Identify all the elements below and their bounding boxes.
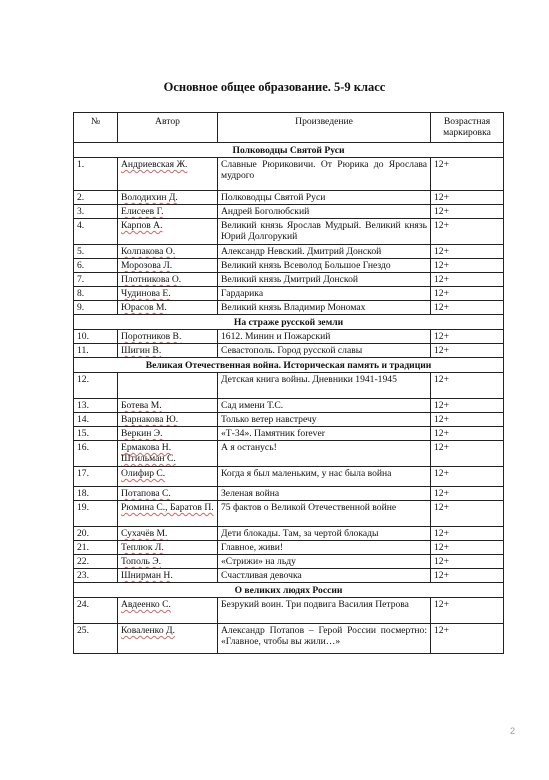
row-age-rating: 12+: [431, 624, 504, 654]
row-number: 7.: [74, 273, 118, 287]
table-row: [74, 330, 504, 344]
row-author: [118, 569, 218, 583]
row-author: [118, 301, 218, 315]
author-name: Рюмина С., Баратов П.: [121, 502, 214, 513]
author-name: Юрасов М.: [121, 302, 167, 313]
author-name: Шнирман Н.: [121, 570, 173, 581]
row-author: [118, 487, 218, 501]
row-age-rating: 12+: [431, 555, 504, 569]
section-header-row: [74, 583, 504, 598]
row-age-rating: 12+: [431, 487, 504, 501]
row-work-title: Счастливая девочка: [218, 569, 431, 583]
row-work-title: Великий князь Ярослав Мудрый. Великий князь Юрий Долгорукий: [218, 219, 431, 245]
row-author: [118, 373, 218, 399]
row-number: 10.: [74, 330, 118, 344]
row-work-title: 1612. Минин и Пожарский: [218, 330, 431, 344]
author-name: Морозова Л.: [121, 260, 173, 271]
row-work-title: Славные Рюриковичи. От Рюрика до Ярослава мудрого: [218, 158, 431, 191]
row-number: 14.: [74, 413, 118, 427]
row-work-title: Гардарика: [218, 287, 431, 301]
table-row: [74, 598, 504, 624]
row-author: [118, 598, 218, 624]
author-name: Сухачёв М.: [121, 528, 168, 539]
author-name: Олифир С.: [121, 468, 166, 479]
author-name: Авдеенко С.: [121, 599, 171, 610]
table-row: [74, 273, 504, 287]
row-work-title: Зеленая война: [218, 487, 431, 501]
header-number: №: [74, 113, 118, 143]
row-author: [118, 287, 218, 301]
row-work-title: «Т-34». Памятник forever: [218, 427, 431, 441]
author-name: Поротников В.: [121, 331, 182, 342]
row-number: 1.: [74, 158, 118, 191]
section-title: На страже русской земли: [74, 315, 504, 330]
row-age-rating: 12+: [431, 373, 504, 399]
table-row: [74, 301, 504, 315]
table-row: [74, 259, 504, 273]
author-name: Теплюк Л.: [121, 542, 164, 553]
table-row: [74, 467, 504, 487]
row-age-rating: 12+: [431, 399, 504, 413]
row-work-title: Александр Невский. Дмитрий Донской: [218, 245, 431, 259]
row-author: [118, 467, 218, 487]
row-age-rating: 12+: [431, 413, 504, 427]
row-author: [118, 273, 218, 287]
table-row: [74, 205, 504, 219]
row-author: [118, 330, 218, 344]
row-work-title: Севастополь. Город русской славы: [218, 344, 431, 358]
row-number: 15.: [74, 427, 118, 441]
table-row: [74, 287, 504, 301]
row-work-title: Андрей Боголюбский: [218, 205, 431, 219]
row-work-title: Полководцы Святой Руси: [218, 191, 431, 205]
row-work-title: Когда я был маленьким, у нас была война: [218, 467, 431, 487]
author-name: Варнакова Ю.: [121, 414, 179, 425]
table-row: [74, 219, 504, 245]
author-name: Тополь Э.: [121, 556, 162, 567]
row-number: 16.: [74, 441, 118, 467]
row-age-rating: 12+: [431, 205, 504, 219]
table-row: [74, 487, 504, 501]
row-number: 18.: [74, 487, 118, 501]
row-age-rating: 12+: [431, 569, 504, 583]
row-author: [118, 555, 218, 569]
table-row: [74, 399, 504, 413]
table-row: [74, 441, 504, 467]
row-work-title: Великий князь Дмитрий Донской: [218, 273, 431, 287]
row-number: 5.: [74, 245, 118, 259]
table-row: [74, 245, 504, 259]
row-age-rating: 12+: [431, 427, 504, 441]
table-row: [74, 427, 504, 441]
row-author: [118, 399, 218, 413]
row-number: 11.: [74, 344, 118, 358]
table-row: [74, 527, 504, 541]
section-title: Полководцы Святой Руси: [74, 143, 504, 158]
row-work-title: «Стрижи» на льду: [218, 555, 431, 569]
row-number: 2.: [74, 191, 118, 205]
row-work-title: Сад имени Т.С.: [218, 399, 431, 413]
table-row: [74, 541, 504, 555]
row-author: [118, 191, 218, 205]
author-name: Володихин Д.: [121, 192, 178, 203]
row-work-title: Безрукий воин. Три подвига Василия Петрова: [218, 598, 431, 624]
row-number: 3.: [74, 205, 118, 219]
row-work-title: Главное, живи!: [218, 541, 431, 555]
table-row: [74, 191, 504, 205]
author-name: Андриевская Ж.: [121, 159, 188, 170]
row-number: 13.: [74, 399, 118, 413]
literature-table: [73, 112, 504, 654]
row-number: 17.: [74, 467, 118, 487]
row-number: 8.: [74, 287, 118, 301]
author-name: Чудинова Е.: [121, 288, 171, 299]
row-age-rating: 12+: [431, 441, 504, 467]
row-author: [118, 158, 218, 191]
author-name: Елисеев Г.: [121, 206, 164, 217]
row-author: [118, 624, 218, 654]
row-number: 4.: [74, 219, 118, 245]
row-age-rating: 12+: [431, 501, 504, 527]
row-author: [118, 245, 218, 259]
page-number: 2: [509, 726, 515, 736]
table-row: [74, 344, 504, 358]
author-name: Потапова С.: [121, 488, 171, 499]
row-author: [118, 259, 218, 273]
row-age-rating: 12+: [431, 527, 504, 541]
row-age-rating: 12+: [431, 259, 504, 273]
row-work-title: Только ветер навстречу: [218, 413, 431, 427]
row-number: 12.: [74, 373, 118, 399]
row-age-rating: 12+: [431, 541, 504, 555]
row-work-title: Великий князь Всеволод Большое Гнездо: [218, 259, 431, 273]
row-author: [118, 527, 218, 541]
author-name: Коваленко Д.: [121, 625, 175, 636]
row-author: [118, 205, 218, 219]
row-number: 22.: [74, 555, 118, 569]
page-title: Основное общее образование. 5-9 класс: [163, 80, 386, 94]
row-age-rating: 12+: [431, 287, 504, 301]
row-age-rating: 12+: [431, 273, 504, 287]
table-row: [74, 569, 504, 583]
author-name: Ермакова Н. Штильман С.: [121, 442, 176, 464]
row-work-title: Великий князь Владимир Мономах: [218, 301, 431, 315]
table-row: [74, 555, 504, 569]
row-work-title: 75 фактов о Великой Отечественной войне: [218, 501, 431, 527]
header-age-rating: Возрастная маркировка: [431, 113, 504, 143]
row-work-title: Детская книга войны. Дневники 1941-1945: [218, 373, 431, 399]
row-author: [118, 427, 218, 441]
row-age-rating: 12+: [431, 245, 504, 259]
row-number: 9.: [74, 301, 118, 315]
header-work: Произведение: [218, 113, 431, 143]
section-header-row: [74, 315, 504, 330]
row-number: 6.: [74, 259, 118, 273]
row-age-rating: 12+: [431, 467, 504, 487]
row-author: [118, 344, 218, 358]
table-row: [74, 624, 504, 654]
table-row: [74, 501, 504, 527]
section-header-row: [74, 143, 504, 158]
author-name: Колпакова О.: [121, 246, 176, 257]
row-number: 20.: [74, 527, 118, 541]
author-name: Шигин В.: [121, 345, 162, 356]
table-row: [74, 413, 504, 427]
header-author: Автор: [118, 113, 218, 143]
row-author: [118, 441, 218, 467]
row-number: 24.: [74, 598, 118, 624]
row-age-rating: 12+: [431, 344, 504, 358]
author-name: Плотникова О.: [121, 274, 182, 285]
section-title: Великая Отечественная война. Историческая память и традиции: [74, 358, 504, 373]
table-row: [74, 158, 504, 191]
row-author: [118, 541, 218, 555]
row-author: [118, 413, 218, 427]
row-age-rating: 12+: [431, 330, 504, 344]
row-age-rating: 12+: [431, 219, 504, 245]
author-name: Карпов А.: [121, 220, 163, 231]
row-number: 25.: [74, 624, 118, 654]
row-number: 23.: [74, 569, 118, 583]
row-number: 21.: [74, 541, 118, 555]
row-number: 19.: [74, 501, 118, 527]
row-author: [118, 501, 218, 527]
author-name: Веркин Э.: [121, 428, 163, 439]
row-age-rating: 12+: [431, 598, 504, 624]
section-title: О великих людях России: [74, 583, 504, 598]
table-row: [74, 373, 504, 399]
row-work-title: А я останусь!: [218, 441, 431, 467]
row-age-rating: 12+: [431, 301, 504, 315]
row-author: [118, 219, 218, 245]
author-name: Ботева М.: [121, 400, 162, 411]
table-header-row: [74, 113, 504, 143]
row-work-title: Дети блокады. Там, за чертой блокады: [218, 527, 431, 541]
section-header-row: [74, 358, 504, 373]
row-age-rating: 12+: [431, 158, 504, 191]
row-work-title: Александр Потапов – Герой России посмертно: «Главное, чтобы вы жили…»: [218, 624, 431, 654]
row-age-rating: 12+: [431, 191, 504, 205]
